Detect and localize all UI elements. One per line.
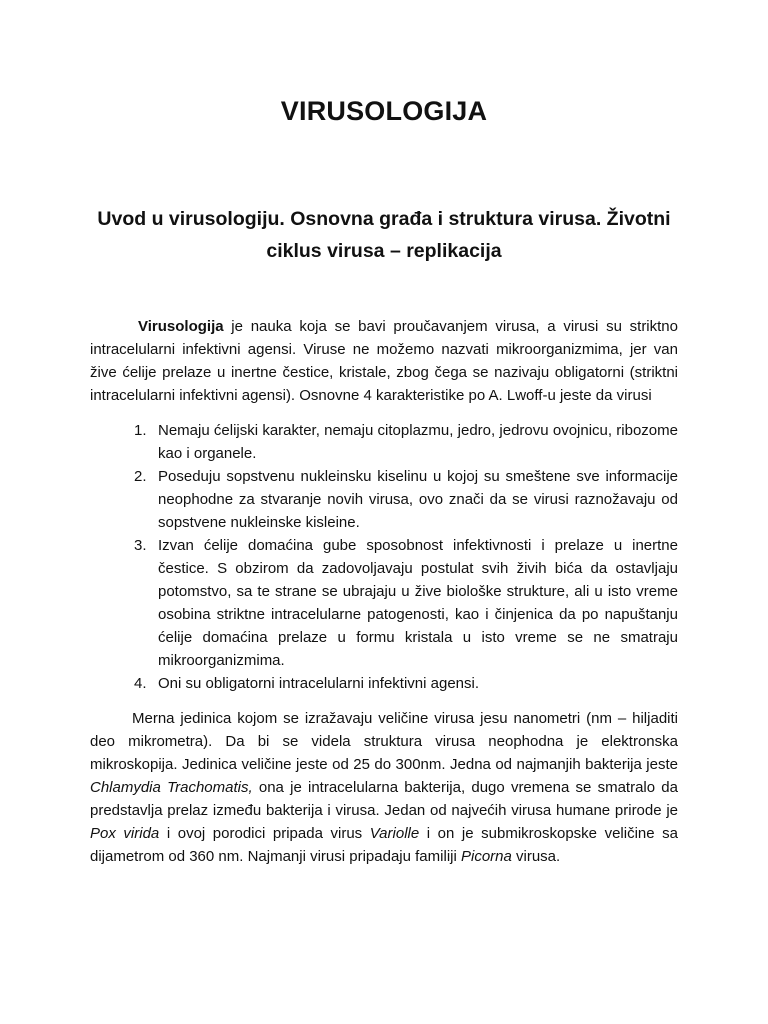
size-text-1: Merna jedinica kojom se izražavaju veličine virusa jesu nanometri (nm – hiljaditi deo mikrometra). Da bi se videla struktura virusa neophodna je elektronska mikroskopija. Jedinica veličine jeste od 25 do 300nm. Jedna od najmanjih bakterija jeste bbox=[90, 710, 678, 773]
intro-text: je nauka koja se bavi proučavanjem virusa, a virusi su striktno intracelularni infektivni agensi. Viruse ne možemo nazvati mikroorganizmima, jer van žive ćelije prelaze u inertne čestice, kristale, zbog čega se nazivaju obligatorni (striktni intracelularni infektivni agensi). Osnovne 4 karakteristike po A. Lwoff-u jeste da virusi bbox=[90, 318, 678, 404]
size-paragraph bbox=[90, 707, 678, 868]
list-item-text: Oni su obligatorni intracelularni infektivni agensi. bbox=[158, 675, 480, 692]
family-name: Picorna bbox=[460, 848, 512, 865]
list-item bbox=[90, 534, 678, 672]
size-text-3: i ovoj porodici pripada virus bbox=[159, 825, 370, 842]
list-item bbox=[90, 672, 678, 695]
document-body bbox=[90, 315, 678, 868]
list-item-number: 2. bbox=[134, 468, 147, 485]
intro-paragraph bbox=[90, 315, 678, 407]
list-item-text: Poseduju sopstvenu nukleinsku kiselinu u kojoj su smeštene sve informacije neophodne za stvaranje novih virusa, ovo znači da se virusi raznožavaju od sopstvene nukleinske kisleine. bbox=[158, 468, 678, 531]
size-text-5: virusa. bbox=[511, 848, 561, 865]
family-name: Pox virida bbox=[90, 825, 160, 842]
list-item bbox=[90, 419, 678, 465]
species-name: Chlamydia Trachomatis, bbox=[90, 779, 253, 796]
virus-name: Variolle bbox=[369, 825, 420, 842]
characteristics-list bbox=[90, 419, 678, 695]
list-item-number: 4. bbox=[134, 675, 147, 692]
list-item-text: Izvan ćelije domaćina gube sposobnost infektivnosti i prelaze u inertne čestice. S obzirom da zadovoljavaju postulat svih živih bića da ostavljaju potomstvo, sa te strane se ubrajaju u žive biološke strukture, ali u isto vreme osobina striktne intracelularne patogenosti, kao i činjenica da po napuštanju ćelije domaćina prelaze u formu kristala u isto vreme se ne smatraju mikroorganizmima. bbox=[158, 537, 678, 669]
intro-term: Virusologija bbox=[138, 318, 224, 335]
list-item bbox=[90, 465, 678, 534]
size-text-4: i on je submikroskopske veličine sa dijametrom od 360 nm. Najmanji virusi pripadaju familiji bbox=[90, 825, 679, 865]
document-subtitle: Uvod u virusologiju. Osnovna građa i struktura virusa. Životni ciklus virusa – replikacija bbox=[97, 208, 671, 262]
size-text-2: ona je intracelularna bakterija, dugo vremena se smatralo da predstavlja prelaz između bakterija i virusa. Jedan od najvećih virusa humane prirode je bbox=[90, 779, 678, 819]
list-item-text: Nemaju ćelijski karakter, nemaju citoplazmu, jedro, jedrovu ovojnicu, ribozome kao i organele. bbox=[158, 422, 678, 462]
document-title: VIRUSOLOGIJA bbox=[280, 96, 488, 126]
list-item-number: 1. bbox=[134, 422, 147, 439]
list-item-number: 3. bbox=[134, 537, 147, 554]
